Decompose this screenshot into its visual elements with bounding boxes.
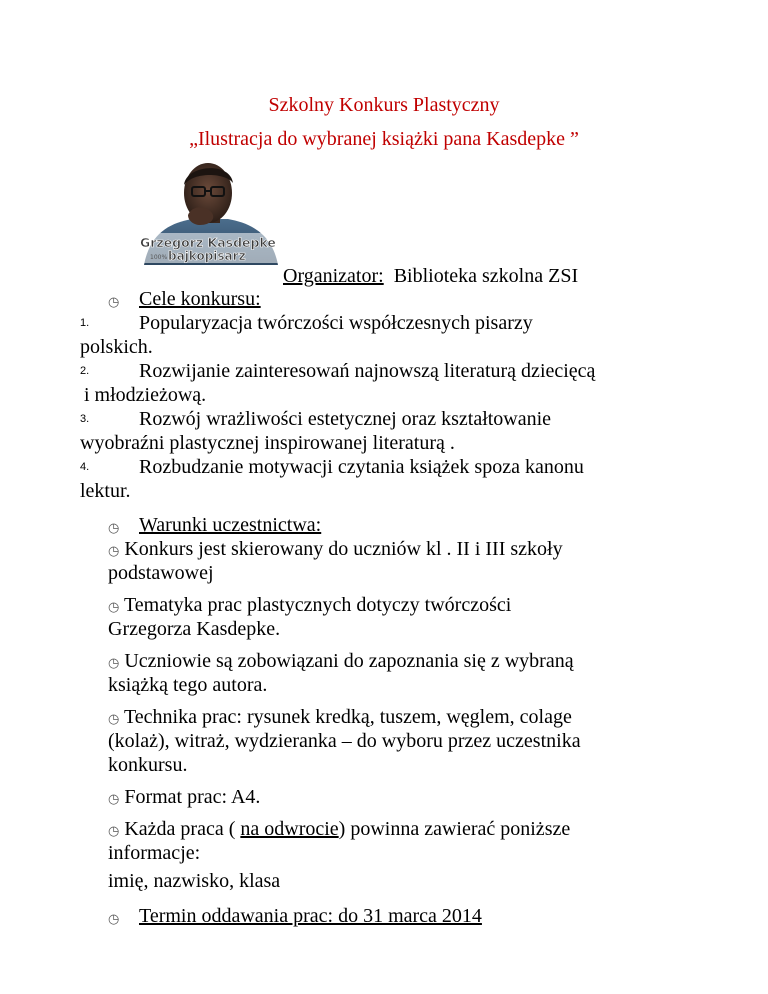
info-fields-line: imię, nazwisko, klasa [108, 870, 281, 892]
clock-bullet-icon: ◷ [108, 712, 120, 727]
condition-item-line: Konkurs jest skierowany do uczniów kl . II i III szkoły [124, 538, 563, 560]
condition-item-line: Grzegorza Kasdepke. [108, 618, 281, 640]
condition-item-line: Technika prac: rysunek kredką, tuszem, węglem, colage [123, 706, 572, 728]
goal-number: 4. [80, 461, 90, 473]
deadline-row [108, 905, 119, 932]
portrait-illustration [136, 159, 282, 265]
goal-item-line: i młodzieżową. [84, 384, 207, 406]
goals-heading-row [108, 288, 119, 315]
organizer-label: Organizator: [283, 265, 384, 287]
condition-item [108, 537, 563, 564]
document-subtitle: „Ilustracja do wybranej książki pana Kasdepke ” [189, 128, 579, 150]
condition-item [108, 817, 570, 844]
goal-item-line: Popularyzacja twórczości współczesnych pisarzy [139, 312, 533, 334]
condition-item-line: ) powinna zawierać poniższe [338, 818, 571, 840]
portrait-caption-sub: bajkopisarz [168, 249, 246, 263]
goal-number: 2. [80, 365, 90, 377]
clock-bullet-icon: ◷ [108, 792, 120, 807]
condition-item-line: (kolaż), witraż, wydzieranka – do wyboru przez uczestnika [108, 730, 581, 752]
condition-item-line: książką tego autora. [108, 674, 268, 696]
portrait-caption-small: 100% [150, 254, 168, 261]
clock-bullet-icon: ◷ [108, 600, 120, 615]
condition-item-line: konkursu. [108, 754, 188, 776]
goal-number: 3. [80, 413, 90, 425]
document-title: Szkolny Konkurs Plastyczny [268, 94, 500, 116]
condition-item-line: Format prac: A4. [124, 786, 261, 808]
portrait-caption-name: Grzegorz Kasdepke [140, 235, 276, 250]
goals-heading: Cele konkursu: [139, 288, 261, 310]
condition-item [108, 649, 574, 676]
goal-item-line: Rozwój wrażliwości estetycznej oraz kształtowanie [139, 408, 552, 430]
clock-bullet-icon: ◷ [108, 295, 120, 310]
condition-item [108, 705, 572, 732]
condition-item-line: podstawowej [108, 562, 214, 584]
deadline-text: Termin oddawania prac: do 31 marca 2014 [139, 905, 482, 927]
condition-item-underlined: na odwrocie [240, 818, 339, 840]
organizer-line [283, 264, 578, 288]
goal-item-line: lektur. [80, 480, 131, 502]
organizer-value: Biblioteka szkolna ZSI [393, 265, 579, 287]
goal-number: 1. [80, 317, 90, 329]
condition-item [108, 593, 511, 620]
goal-item-line: wyobraźni plastycznej inspirowanej literaturą . [80, 432, 455, 454]
goal-item-line: polskich. [80, 336, 153, 358]
conditions-heading: Warunki uczestnictwa: [139, 514, 322, 536]
goal-item-line: Rozwijanie zainteresowań najnowszą literaturą dziecięcą [139, 360, 596, 382]
condition-item [108, 785, 260, 812]
clock-bullet-icon: ◷ [108, 544, 120, 559]
author-portrait [136, 159, 282, 265]
clock-bullet-icon: ◷ [108, 521, 120, 536]
condition-item-line: Każda praca ( [124, 818, 241, 840]
goal-item-line: Rozbudzanie motywacji czytania książek spoza kanonu [139, 456, 584, 478]
condition-item-line: Uczniowie są zobowiązani do zapoznania się z wybraną [124, 650, 574, 672]
clock-bullet-icon: ◷ [108, 912, 120, 927]
condition-item-line: Tematyka prac plastycznych dotyczy twórczości [123, 594, 512, 616]
condition-item-line: informacje: [108, 842, 201, 864]
clock-bullet-icon: ◷ [108, 824, 120, 839]
clock-bullet-icon: ◷ [108, 656, 120, 671]
